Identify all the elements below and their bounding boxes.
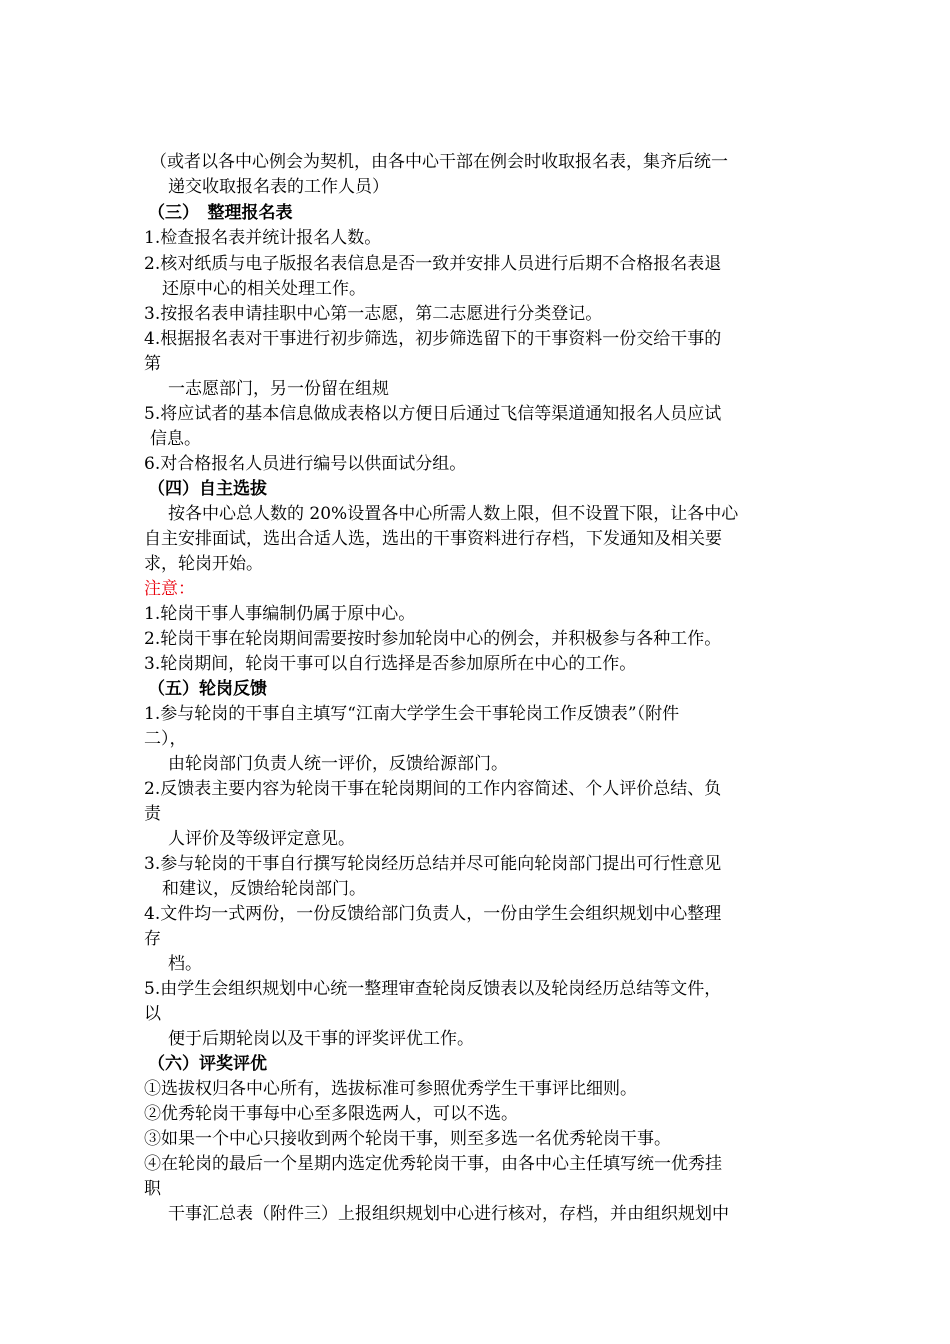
text-line: ②优秀轮岗干事每中心至多限选两人，可以不选。 (144, 1104, 518, 1124)
text-line: 档。 (168, 954, 202, 974)
text-line: 1.参与轮岗的干事自主填写“江南大学学生会干事轮岗工作反馈表”（附件 (144, 704, 680, 724)
section-heading: （三） 整理报名表 (148, 203, 293, 223)
text-line: ③如果一个中心只接收到两个轮岗干事，则至多选一名优秀轮岗干事。 (144, 1129, 671, 1149)
text-line: 2.核对纸质与电子版报名表信息是否一致并安排人员进行后期不合格报名表退 (144, 254, 722, 274)
text-line: 便于后期轮岗以及干事的评奖评优工作。 (168, 1029, 474, 1049)
note-heading: 注意： (144, 579, 195, 599)
text-line: 5.由学生会组织规划中心统一整理审查轮岗反馈表以及轮岗经历总结等文件， (144, 979, 722, 999)
text-line: 3.按报名表申请挂职中心第一志愿，第二志愿进行分类登记。 (144, 304, 603, 324)
text-line: 责 (144, 804, 161, 824)
text-line: ④在轮岗的最后一个星期内选定优秀轮岗干事，由各中心主任填写统一优秀挂 (144, 1154, 722, 1174)
text-line: 6.对合格报名人员进行编号以供面试分组。 (144, 454, 467, 474)
text-line: 还原中心的相关处理工作。 (162, 279, 366, 299)
section-heading: （四）自主选拔 (148, 479, 267, 499)
text-line: 和建议，反馈给轮岗部门。 (162, 879, 366, 899)
text-line: 3.轮岗期间，轮岗干事可以自行选择是否参加原所在中心的工作。 (144, 654, 637, 674)
text-line: 一志愿部门，另一份留在组规 (168, 379, 389, 399)
text-line: 1.轮岗干事人事编制仍属于原中心。 (144, 604, 416, 624)
text-line: 2.轮岗干事在轮岗期间需要按时参加轮岗中心的例会，并积极参与各种工作。 (144, 629, 722, 649)
text-line: 职 (144, 1179, 161, 1199)
text-line: 2.反馈表主要内容为轮岗干事在轮岗期间的工作内容简述、个人评价总结、负 (144, 779, 722, 799)
section-heading: （六）评奖评优 (148, 1054, 267, 1074)
text-line: 4.根据报名表对干事进行初步筛选，初步筛选留下的干事资料一份交给干事的 (144, 329, 722, 349)
text-line: ①选拔权归各中心所有，选拔标准可参照优秀学生干事评比细则。 (144, 1079, 637, 1099)
text-line: 人评价及等级评定意见。 (168, 829, 355, 849)
text-line: 按各中心总人数的 20%设置各中心所需人数上限，但不设置下限，让各中心 (168, 504, 739, 524)
text-line: 1.检查报名表并统计报名人数。 (144, 228, 382, 248)
text-line: 5.将应试者的基本信息做成表格以方便日后通过飞信等渠道通知报名人员应试 (144, 404, 722, 424)
text-line: 自主安排面试，选出合适人选，选出的干事资料进行存档，下发通知及相关要 (144, 529, 722, 549)
text-line: （或者以各中心例会为契机，由各中心干部在例会时收取报名表，集齐后统一 (150, 152, 728, 172)
text-line: 存 (144, 929, 161, 949)
text-line: 信息。 (150, 429, 201, 449)
text-line: 由轮岗部门负责人统一评价，反馈给源部门。 (168, 754, 508, 774)
text-line: 4.文件均一式两份，一份反馈给部门负责人，一份由学生会组织规划中心整理 (144, 904, 722, 924)
text-line: 以 (144, 1004, 161, 1024)
text-line: 求，轮岗开始。 (144, 554, 263, 574)
section-heading: （五）轮岗反馈 (148, 679, 267, 699)
text-line: 二）， (144, 729, 187, 749)
text-line: 递交收取报名表的工作人员） (168, 177, 389, 197)
text-line: 干事汇总表（附件三）上报组织规划中心进行核对，存档，并由组织规划中 (168, 1204, 729, 1224)
text-line: 3.参与轮岗的干事自行撰写轮岗经历总结并尽可能向轮岗部门提出可行性意见 (144, 854, 722, 874)
text-line: 第 (144, 354, 161, 374)
